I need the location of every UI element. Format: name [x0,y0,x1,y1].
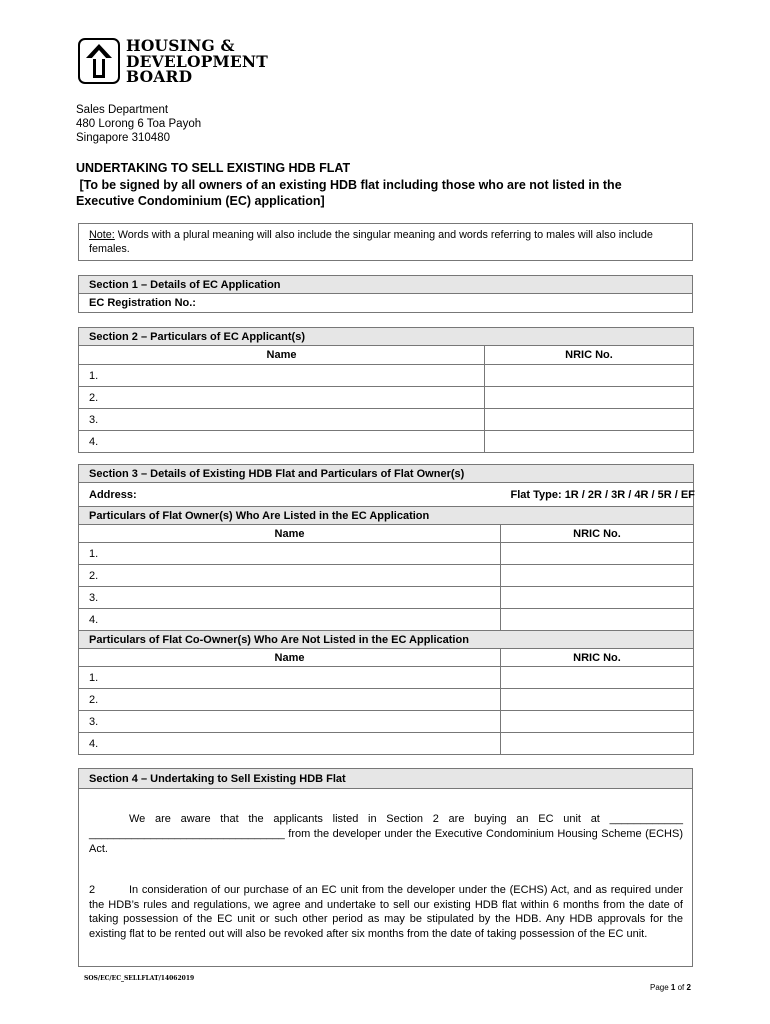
ec-registration-field[interactable]: EC Registration No.: [79,294,693,313]
owner-row-4-nric[interactable] [501,609,694,631]
owner-row-2-name[interactable]: 2. [79,565,501,587]
owner-row-4-name[interactable]: 4. [79,609,501,631]
owner-name-column-header: Name [79,525,501,543]
sender-address [76,103,201,145]
applicant-row-4-name[interactable]: 4. [79,431,485,453]
note-label: Note: [89,229,115,241]
undertaking-paragraph-1 [89,812,683,857]
logo-line-2: DEVELOPMENT [126,51,269,71]
owner-row-1-name[interactable]: 1. [79,543,501,565]
document-title [76,160,696,210]
applicant-row-1-nric[interactable] [485,365,694,387]
page-number [650,983,691,992]
title-line-3: Executive Condominium (EC) application] [76,194,325,208]
address-line-2: 480 Lorong 6 Toa Payoh [76,118,202,130]
section-3-table [78,464,694,755]
section-2-table [78,327,694,453]
logo-wordmark [126,38,326,85]
page-prefix: Page [650,983,671,992]
owner-nric-column-header: NRIC No. [501,525,694,543]
owner-row-3-name[interactable]: 3. [79,587,501,609]
section-4-body [78,787,693,967]
section-2-heading: Section 2 – Particulars of EC Applicant(s) [79,328,694,346]
undertaking-paragraph-2 [89,883,683,941]
applicant-row-3-name[interactable]: 3. [79,409,485,431]
coowner-row-4-nric[interactable] [501,733,694,755]
section-4-table [78,768,693,789]
coowner-nric-column-header: NRIC No. [501,649,694,667]
applicant-row-1-name[interactable]: 1. [79,365,485,387]
coowner-row-2-name[interactable]: 2. [79,689,501,711]
coowners-not-listed-subheading: Particulars of Flat Co-Owner(s) Who Are Not Listed in the EC Application [79,631,694,649]
coowner-row-1-name[interactable]: 1. [79,667,501,689]
house-arrow-icon [78,38,120,84]
coowner-row-3-name[interactable]: 3. [79,711,501,733]
title-line-1: UNDERTAKING TO SELL EXISTING HDB FLAT [76,161,351,175]
paragraph-1-text: We are aware that the applicants listed in Section 2 are buying an EC unit at ____________ ________________________________ from the developer under the Executive Condominium Housing Scheme (ECHS) Act. [89,813,683,855]
section-3-heading: Section 3 – Details of Existing HDB Flat and Particulars of Flat Owner(s) [79,465,694,483]
paragraph-2-number: 2 [89,884,96,896]
title-line-2: [To be signed by all owners of an existing HDB flat including those who are not listed in the [76,177,622,192]
coowner-row-2-nric[interactable] [501,689,694,711]
logo-line-3: BOARD [126,67,193,86]
form-code: SOS/EC/EC_SELLFLAT/14062019 [84,975,195,982]
coowner-row-1-nric[interactable] [501,667,694,689]
coowner-row-3-nric[interactable] [501,711,694,733]
nric-column-header: NRIC No. [485,346,694,365]
applicant-row-2-nric[interactable] [485,387,694,409]
section-1-table [78,275,693,313]
section-1-heading: Section 1 – Details of EC Application [79,276,693,294]
page-of: of [675,983,687,992]
owner-row-3-nric[interactable] [501,587,694,609]
applicant-row-3-nric[interactable] [485,409,694,431]
flat-address-field[interactable]: Address: [79,483,501,507]
owner-row-1-nric[interactable] [501,543,694,565]
owners-listed-subheading: Particulars of Flat Owner(s) Who Are Listed in the EC Application [79,507,694,525]
logo-line-1: HOUSING & [126,36,235,55]
owner-row-2-nric[interactable] [501,565,694,587]
note-text: Words with a plural meaning will also include the singular meaning and words referring to males will also include females. [89,229,653,255]
flat-type-field[interactable]: Flat Type: 1R / 2R / 3R / 4R / 5R / EF [501,483,694,507]
applicant-row-4-nric[interactable] [485,431,694,453]
name-column-header: Name [79,346,485,365]
address-line-1: Sales Department [76,104,169,116]
note-box [78,223,693,261]
coowner-name-column-header: Name [79,649,501,667]
section-4-heading: Section 4 – Undertaking to Sell Existing HDB Flat [79,769,693,789]
paragraph-2-text: In consideration of our purchase of an EC unit from the developer under the (ECHS) Act, and as required under the HDB’s rules and regulations, we agree and undertake to sell our existing HDB flat within 6 months from the date of taking possession of the EC unit or such other period as may be stipulated by the HDB. Any HDB approvals for the existing flat to be rented out will also be revoked after six months from the date of taking possession of the EC unit. [89,884,683,940]
page-current: 1 [670,983,676,992]
address-line-3: Singapore 310480 [76,132,170,144]
applicant-row-2-name[interactable]: 2. [79,387,485,409]
coowner-row-4-name[interactable]: 4. [79,733,501,755]
page-total: 2 [686,983,691,992]
